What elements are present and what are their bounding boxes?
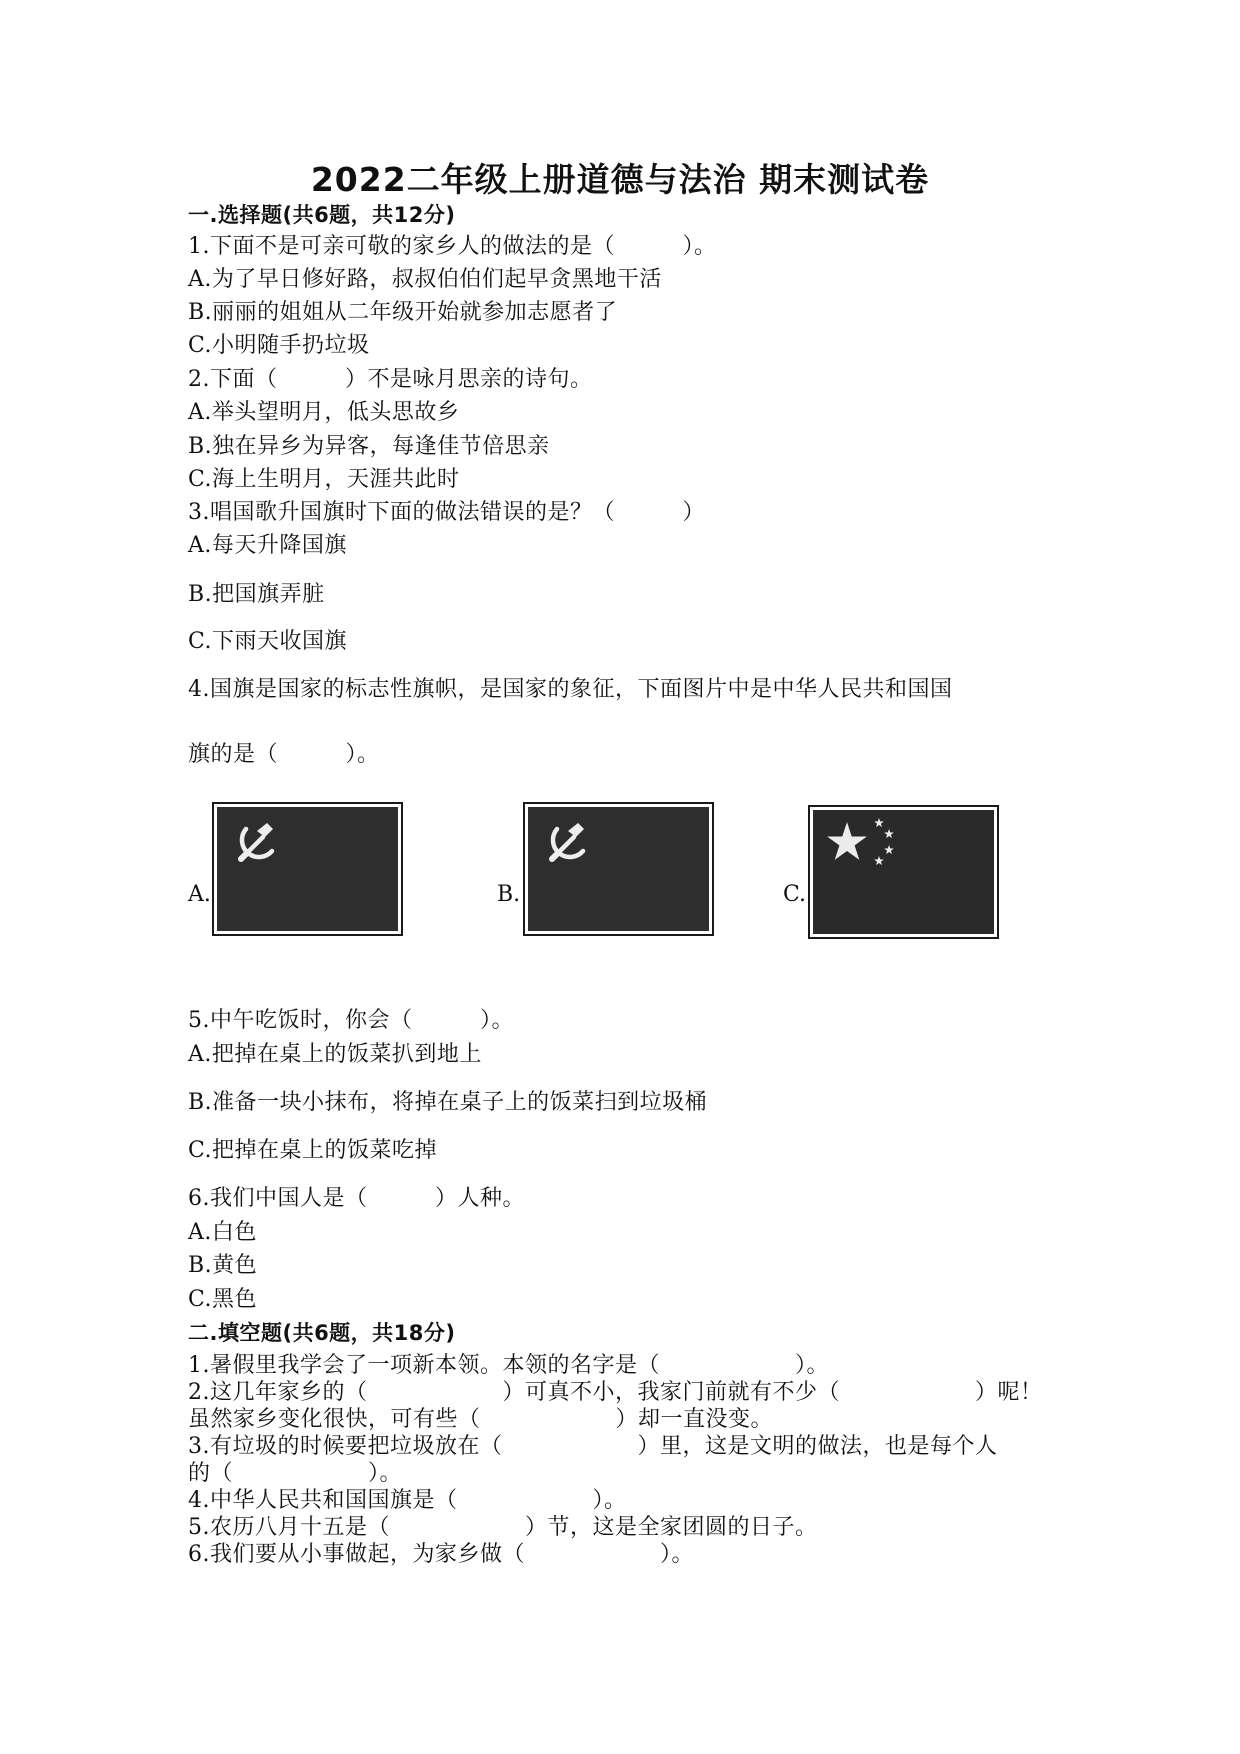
q5-option-a: A.把掉在桌上的饭菜扒到地上 xyxy=(188,1042,482,1067)
q4-option-b: B. xyxy=(497,882,521,907)
fill-line-1: 1.暑假里我学会了一项新本领。本领的名字是（ ）。 xyxy=(188,1353,829,1378)
page-title: 2022二年级上册道德与法治 期末测试卷 xyxy=(310,160,930,199)
flag-b-image xyxy=(523,802,714,936)
q2-option-a: A.举头望明月，低头思故乡 xyxy=(188,400,460,425)
q2-stem: 2.下面（ ）不是咏月思亲的诗句。 xyxy=(188,367,593,392)
q6-option-b: B.黄色 xyxy=(188,1253,258,1278)
flag-a-image xyxy=(212,802,403,936)
q3-option-c: C.下雨天收国旗 xyxy=(188,629,348,654)
q5-option-c: C.把掉在桌上的饭菜吃掉 xyxy=(188,1138,438,1163)
q1-stem: 1.下面不是可亲可敬的家乡人的做法的是（ ）。 xyxy=(188,234,717,259)
fill-line-6: 4.中华人民共和国国旗是（ ）。 xyxy=(188,1488,627,1513)
q1-option-c: C.小明随手扔垃圾 xyxy=(188,333,370,358)
q3-option-a: A.每天升降国旗 xyxy=(188,533,347,558)
q6-option-a: A.白色 xyxy=(188,1220,257,1245)
q5-stem: 5.中午吃饭时，你会（ ）。 xyxy=(188,1008,514,1033)
party-flag-icon xyxy=(217,807,398,931)
q3-stem: 3.唱国歌升国旗时下面的做法错误的是？（ ） xyxy=(188,500,705,525)
q4-stem-line1: 4.国旗是国家的标志性旗帜，是国家的象征，下面图片中是中华人民共和国国 xyxy=(188,677,953,702)
fill-line-2: 2.这几年家乡的（ ）可真不小，我家门前就有不少（ ）呢！ xyxy=(188,1380,1043,1405)
q4-option-c: C. xyxy=(783,882,807,907)
section2-heading: 二.填空题(共6题，共18分) xyxy=(188,1321,456,1345)
q2-option-b: B.独在异乡为异客，每逢佳节倍思亲 xyxy=(188,434,550,459)
fill-line-3: 虽然家乡变化很快，可有些（ ）却一直没变。 xyxy=(188,1407,774,1432)
national-flag-icon xyxy=(813,810,994,934)
fill-line-7: 5.农历八月十五是（ ）节，这是全家团圆的日子。 xyxy=(188,1515,818,1540)
q1-option-b: B.丽丽的姐姐从二年级开始就参加志愿者了 xyxy=(188,300,618,325)
q1-option-a: A.为了早日修好路，叔叔伯伯们起早贪黑地干活 xyxy=(188,267,662,292)
q4-stem-line2: 旗的是（ ）。 xyxy=(188,742,380,767)
q6-option-c: C.黑色 xyxy=(188,1287,258,1312)
flag-c-image xyxy=(808,805,999,939)
fill-line-8: 6.我们要从小事做起，为家乡做（ ）。 xyxy=(188,1542,694,1567)
q2-option-c: C.海上生明月，天涯共此时 xyxy=(188,467,460,492)
q6-stem: 6.我们中国人是（ ）人种。 xyxy=(188,1186,525,1211)
q4-option-a: A. xyxy=(188,882,211,907)
fill-line-5: 的（ ）。 xyxy=(188,1461,403,1486)
section1-heading: 一.选择题(共6题，共12分) xyxy=(188,203,456,227)
party-flag-icon xyxy=(528,807,709,931)
q5-option-b: B.准备一块小抹布，将掉在桌子上的饭菜扫到垃圾桶 xyxy=(188,1090,708,1115)
q3-option-b: B.把国旗弄脏 xyxy=(188,582,325,607)
fill-line-4: 3.有垃圾的时候要把垃圾放在（ ）里，这是文明的做法，也是每个人 xyxy=(188,1434,998,1459)
